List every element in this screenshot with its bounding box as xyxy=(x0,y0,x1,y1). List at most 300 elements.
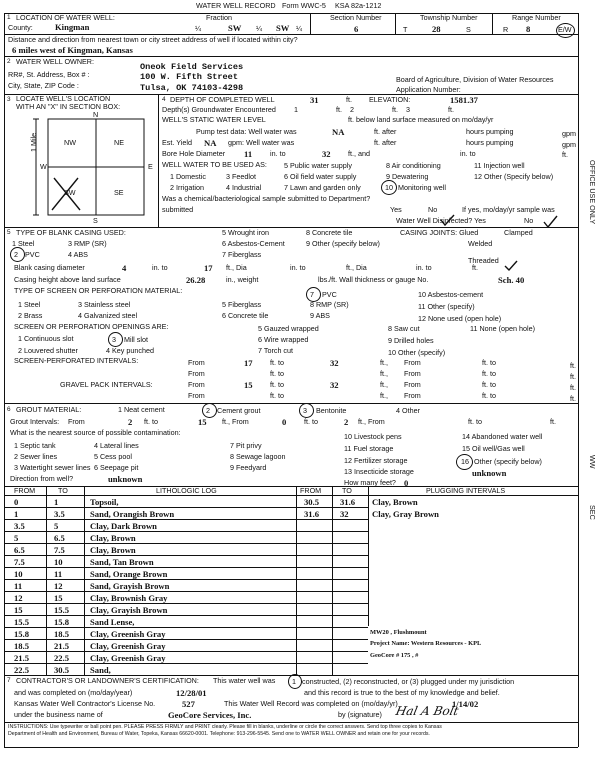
screen-abs[interactable]: 9 ABS xyxy=(310,311,330,320)
screen-asbestos[interactable]: 10 Asbestos-cement xyxy=(418,290,484,299)
log-from-cell: 5 xyxy=(14,533,19,543)
src-seepage[interactable]: 6 Seepage pit xyxy=(94,463,139,472)
bore-in-to-2: in. to xyxy=(460,149,476,158)
how-many-feet-label: How many feet? xyxy=(344,478,396,487)
log-to-header-2: TO xyxy=(342,486,352,495)
project-note: Project Name: Western Resources - KPL xyxy=(370,640,482,647)
gi-ft-end: ft. xyxy=(550,417,556,426)
grout-neat-cement[interactable]: 1 Neat cement xyxy=(118,405,165,414)
log-from-cell-2: 30.5 xyxy=(304,497,320,507)
src-abandoned[interactable]: 14 Abandoned water well xyxy=(462,432,543,441)
gp-ft-end: ft. xyxy=(570,383,576,392)
board-label: Board of Agriculture, Division of Water Resources xyxy=(396,75,554,84)
blank-diameter-label: Blank casing diameter xyxy=(14,263,85,272)
township-label: Township Number xyxy=(420,13,478,22)
spi-to-2: ft. to xyxy=(482,358,496,367)
cert-opt1-num: 1 xyxy=(292,677,296,686)
gp-to-2b: ft. to xyxy=(482,391,496,400)
certification-label: CONTRACTOR'S OR LANDOWNER'S CERTIFICATION: xyxy=(16,676,199,685)
range-direction: E/W xyxy=(558,25,572,34)
gp-ftc-b: ft., xyxy=(380,391,388,400)
src-fertilizer[interactable]: 12 Fertilizer storage xyxy=(344,456,408,465)
section-number-value[interactable]: 6 xyxy=(354,24,359,34)
casing-rmp[interactable]: 3 RMP (SR) xyxy=(68,239,107,248)
yield-gpm-2: gpm xyxy=(562,140,576,149)
cert-text-1: This water well was xyxy=(213,676,276,685)
bore-ft-end: ft. xyxy=(562,150,568,159)
open-key-punched[interactable]: 4 Key punched xyxy=(106,346,154,355)
west-label: W xyxy=(40,162,47,171)
log-from-cell: 15 xyxy=(14,605,23,615)
sec5-number: 5 xyxy=(7,229,11,236)
spi-from-label-b: From xyxy=(188,369,205,378)
cert-opt1-text: constructed, (2) reconstructed, or (3) plugged under my jurisdiction xyxy=(302,677,515,686)
grout-cement-grout[interactable]: Cement grout xyxy=(217,406,261,415)
blank-in-to-2: in. to xyxy=(290,263,306,272)
log-to-cell: 15.5 xyxy=(54,605,70,615)
log-to-cell: 22.5 xyxy=(54,653,70,663)
casing-fiberglass[interactable]: 7 Fiberglass xyxy=(222,250,262,259)
gp-from-label: From xyxy=(188,380,205,389)
log-from-cell: 10 xyxy=(14,569,23,579)
how-many-feet-value[interactable]: 0 xyxy=(404,478,409,488)
open-wire[interactable]: 6 Wire wrapped xyxy=(258,335,309,344)
table-row-divider xyxy=(4,651,368,652)
log-to-cell: 7.5 xyxy=(54,545,65,555)
blank-ft-dia: ft., Dia xyxy=(226,263,247,272)
open-mill-slot[interactable]: Mill slot xyxy=(124,335,148,344)
use-industrial[interactable]: 4 Industrial xyxy=(226,183,262,192)
yield-gpm: gpm: Well water was xyxy=(228,138,295,147)
grout-cement-num: 2 xyxy=(206,406,210,415)
gi-from-2-value[interactable]: 0 xyxy=(282,417,287,427)
instructions-line-2: Department of Health and Environment, Bureau of Water, Topeka, Kansas 66620-0001. Telephone: 913-296-5545. Send one to WATER WELL OWNER and retain one for your records. xyxy=(8,731,430,737)
log-to-cell: 6.5 xyxy=(54,533,65,543)
casing-concrete-tile[interactable]: 8 Concrete tile xyxy=(306,228,353,237)
quarter-2-value[interactable]: SW xyxy=(276,23,290,33)
log-to-cell: 5 xyxy=(54,521,59,531)
log-description-cell: Clay, Greenish Gray xyxy=(90,653,166,663)
bore-label: Bore Hole Diameter xyxy=(162,149,226,158)
license-value[interactable]: 527 xyxy=(182,699,195,709)
grout-bentonite-num: 3 xyxy=(303,406,307,415)
spi-ftc: ft., xyxy=(380,358,388,367)
log-from-cell: 11 xyxy=(14,581,23,591)
use-other[interactable]: 12 Other (Specify below) xyxy=(474,172,554,181)
lithologic-log-header: LITHOLOGIC LOG xyxy=(156,486,217,495)
use-oil-field[interactable]: 6 Oil field water supply xyxy=(284,172,357,181)
open-mill-circle xyxy=(108,332,123,347)
ww-side-label: WW xyxy=(588,455,597,469)
table-row-divider xyxy=(4,531,368,532)
pump-hours: hours pumping xyxy=(466,127,514,136)
src-other[interactable]: Other (specify below) xyxy=(474,457,542,466)
log-to-cell-2: 32 xyxy=(340,509,349,519)
spi-ft-end-b: ft. xyxy=(570,372,576,381)
sec7-number: 7 xyxy=(7,677,11,684)
src-feedyard[interactable]: 9 Feedyard xyxy=(230,463,267,472)
src-lagoon[interactable]: 8 Sewage lagoon xyxy=(230,452,286,461)
log-description-cell: Clay, Brownish Gray xyxy=(90,593,168,603)
log-description-cell: Sand, xyxy=(90,665,111,675)
table-row-divider xyxy=(4,627,368,628)
completed-label: and was completed on (mo/day/year) xyxy=(14,688,133,697)
groundwater-1: 1 xyxy=(294,105,298,114)
city-label: City, State, ZIP Code : xyxy=(8,81,79,90)
casing-abs[interactable]: 4 ABS xyxy=(68,250,88,259)
monitoring-circle xyxy=(381,180,397,195)
log-description-cell: Topsoil, xyxy=(90,497,119,507)
blank-in-to: in. to xyxy=(152,263,168,272)
cert-opt1-circle xyxy=(288,674,302,689)
joints-clamped[interactable]: Clamped xyxy=(504,228,533,237)
log-from-cell: 7.5 xyxy=(14,557,25,567)
east-label: E xyxy=(148,162,153,171)
table-row-divider xyxy=(4,555,368,556)
screen-pvc-num: 7 xyxy=(310,290,314,299)
use-lawn[interactable]: 7 Lawn and garden only xyxy=(284,183,361,192)
grout-cement-circle xyxy=(202,403,217,418)
disinfected-no[interactable]: No xyxy=(524,216,534,225)
log-to-cell-2: 31.6 xyxy=(340,497,356,507)
use-dewatering[interactable]: 9 Dewatering xyxy=(386,172,429,181)
use-air[interactable]: 8 Air conditioning xyxy=(386,161,441,170)
south-label: S xyxy=(93,216,98,225)
log-to-cell: 21.5 xyxy=(54,641,70,651)
log-to-cell: 12 xyxy=(54,581,63,591)
src-other-value[interactable]: unknown xyxy=(472,468,507,478)
casing-joints-label: CASING JOINTS: Glued xyxy=(400,228,479,237)
table-row-divider xyxy=(4,519,368,520)
gi-to-value[interactable]: 15 xyxy=(198,417,207,427)
owner-value[interactable]: Oneok Field Services xyxy=(140,62,244,72)
one-mile-label: 1 Mile xyxy=(29,132,38,152)
spi-ftc-b: ft., xyxy=(380,369,388,378)
true-text: and this record is true to the best of my knowledge and belief. xyxy=(304,688,500,697)
gauge-value[interactable]: Sch. 40 xyxy=(498,275,525,285)
gi-to-3-label: ft. to xyxy=(468,417,482,426)
sec4-number: 4 xyxy=(162,96,166,103)
use-public[interactable]: 5 Public water supply xyxy=(284,161,352,170)
log-to-cell: 30.5 xyxy=(54,665,70,675)
log-description-cell: Sand Lense, xyxy=(90,617,135,627)
screen-fiberglass[interactable]: 5 Fiberglass xyxy=(222,300,262,309)
src-pit-privy[interactable]: 7 Pit privy xyxy=(230,441,262,450)
open-continuous[interactable]: 1 Continuous slot xyxy=(18,334,74,343)
sec2-title: WATER WELL OWNER: xyxy=(16,57,94,66)
bore-value[interactable]: 11 xyxy=(244,149,253,159)
log-description-cell: Clay, Grayish Brown xyxy=(90,605,168,615)
sec3-number: 3 xyxy=(7,96,11,103)
casing-wrought-iron[interactable]: 5 Wrought iron xyxy=(222,228,270,237)
gi-ft-from-2: ft., From xyxy=(358,417,385,426)
log-description-cell: Clay, Dark Brown xyxy=(90,521,157,531)
form-title: WATER WELL RECORD xyxy=(196,1,276,10)
log-description-cell: Clay, Brown xyxy=(90,545,136,555)
depth-label: DEPTH OF COMPLETED WELL xyxy=(170,95,275,104)
pump-test-value[interactable]: NA xyxy=(332,127,345,137)
direction-label: Direction from well? xyxy=(10,474,74,483)
township-prefix: T xyxy=(403,25,408,34)
address-label: RR#, St. Address, Box # : xyxy=(8,70,90,79)
screen-steel[interactable]: 1 Steel xyxy=(18,300,41,309)
open-torch[interactable]: 7 Torch cut xyxy=(258,346,294,355)
pump-after: ft. after xyxy=(374,127,397,136)
grout-bentonite-circle xyxy=(299,403,314,418)
county-label: County: xyxy=(8,23,33,32)
gi-ft-from: ft., From xyxy=(222,417,249,426)
grout-intervals-label: Grout Intervals: xyxy=(10,417,60,426)
grout-other[interactable]: 4 Other xyxy=(396,406,420,415)
application-number-label: Application Number: xyxy=(396,85,461,94)
spi-from-value[interactable]: 17 xyxy=(244,358,253,368)
office-use-only-label: OFFICE USE ONLY xyxy=(588,160,597,225)
sec3-title-1: LOCATE WELL'S LOCATION xyxy=(16,94,111,103)
log-from-cell: 3.5 xyxy=(14,521,25,531)
log-to-cell: 15 xyxy=(54,593,63,603)
form-number: Form WWC-5 xyxy=(282,1,326,10)
chem-yes[interactable]: Yes xyxy=(390,205,402,214)
gp-to-2: ft. to xyxy=(482,380,496,389)
fraction-label: Fraction xyxy=(206,13,232,22)
open-mill-num: 3 xyxy=(112,335,116,344)
screen-other[interactable]: 11 Other (specify) xyxy=(418,302,475,311)
bore-ft-and: ft., and xyxy=(348,149,370,158)
gp-to-label: ft. to xyxy=(270,380,284,389)
blank-ft-dia-2: ft., Dia xyxy=(346,263,367,272)
log-to-cell: 15.8 xyxy=(54,617,70,627)
log-to-cell: 10 xyxy=(54,557,63,567)
screen-type-label: TYPE OF SCREEN OR PERFORATION MATERIAL: xyxy=(14,286,183,295)
gp-from-value[interactable]: 15 xyxy=(244,380,253,390)
disinfected-label: Water Well Disinfected? Yes xyxy=(396,216,486,225)
log-from-header-2: FROM xyxy=(300,486,322,495)
use-feedlot[interactable]: 3 Feedlot xyxy=(226,172,256,181)
elevation-value[interactable]: 1581.37 xyxy=(450,95,478,105)
business-label: under the business name of xyxy=(14,710,103,719)
distance-value[interactable]: 6 miles west of Kingman, Kansas xyxy=(12,45,133,55)
spi-from-2: From xyxy=(404,358,421,367)
src-sewer[interactable]: 2 Sewer lines xyxy=(14,452,58,461)
table-row-divider xyxy=(4,543,368,544)
address-value[interactable]: 100 W. Fifth Street xyxy=(140,72,238,82)
blank-to-value[interactable]: 17 xyxy=(204,263,213,273)
sec1-number: 1 xyxy=(7,14,11,21)
blank-ft: ft. xyxy=(472,263,478,272)
gp-to-value[interactable]: 32 xyxy=(330,380,339,390)
spi-to-label-b: ft. to xyxy=(270,369,284,378)
screen-brass[interactable]: 2 Brass xyxy=(18,311,43,320)
screen-none[interactable]: 12 None used (open hole) xyxy=(418,314,502,323)
use-label: WELL WATER TO BE USED AS: xyxy=(162,160,267,169)
use-irrigation[interactable]: 2 Irrigation xyxy=(170,183,204,192)
spi-ft-end: ft. xyxy=(570,361,576,370)
nw-quadrant-label: NW xyxy=(64,138,76,147)
src-livestock[interactable]: 10 Livestock pens xyxy=(344,432,402,441)
log-from-cell: 21.5 xyxy=(14,653,30,663)
sec6-number: 6 xyxy=(7,406,11,413)
log-description-cell: Clay, Brown xyxy=(90,533,136,543)
casing-steel[interactable]: 1 Steel xyxy=(12,239,35,248)
log-description-cell: Sand, Orange Brown xyxy=(90,569,168,579)
gw-ft-3: ft. xyxy=(448,105,454,114)
log-from-cell: 12 xyxy=(14,593,23,603)
grout-material-label: GROUT MATERIAL: xyxy=(16,405,82,414)
table-row-divider xyxy=(4,639,368,640)
quarter-1-value[interactable]: SW xyxy=(228,23,242,33)
license-label: Kansas Water Well Contractor's License No. xyxy=(14,699,156,708)
log-to-cell: 3.5 xyxy=(54,509,65,519)
signature-label: by (signature) xyxy=(338,710,382,719)
depth-value[interactable]: 31 xyxy=(310,95,319,105)
county-value[interactable]: Kingman xyxy=(55,22,90,32)
src-oil-gas[interactable]: 15 Oil well/Gas well xyxy=(462,444,525,453)
log-to-cell: 1 xyxy=(54,497,59,507)
blank-diameter-value[interactable]: 4 xyxy=(122,263,127,273)
casing-pvc[interactable]: PVC xyxy=(25,250,40,259)
open-louvered[interactable]: 2 Louvered shutter xyxy=(18,346,78,355)
bore-to-value[interactable]: 32 xyxy=(322,149,331,159)
open-saw-cut[interactable]: 8 Saw cut xyxy=(388,324,420,333)
mw-note: MW20 , Flushmount xyxy=(370,629,427,636)
completed-value[interactable]: 12/28/01 xyxy=(176,688,207,698)
log-description-cell: Sand, Grayish Brown xyxy=(90,581,170,591)
grout-bentonite[interactable]: Bentonite xyxy=(316,406,347,415)
gi-from-value[interactable]: 2 xyxy=(128,417,133,427)
src-watertight[interactable]: 3 Watertight sewer lines xyxy=(14,463,91,472)
groundwater-label: Depth(s) Groundwater Encountered xyxy=(162,105,276,114)
gi-to-2-label: ft. to xyxy=(304,417,318,426)
log-from-cell: 0 xyxy=(14,497,19,507)
sec2-number: 2 xyxy=(7,58,11,65)
casing-height-value[interactable]: 26.28 xyxy=(186,275,206,285)
table-row-divider xyxy=(4,603,368,604)
spi-from-label: From xyxy=(188,358,205,367)
src-fuel[interactable]: 11 Fuel storage xyxy=(344,444,394,453)
open-gauzed[interactable]: 5 Gauzed wrapped xyxy=(258,324,319,333)
log-from-cell: 15.5 xyxy=(14,617,30,627)
township-direction: S xyxy=(466,25,471,34)
src-lateral[interactable]: 4 Lateral lines xyxy=(94,441,139,450)
open-drilled[interactable]: 9 Drilled holes xyxy=(388,336,434,345)
src-other-circle xyxy=(456,454,473,470)
chem-sample-label: Was a chemical/bacteriological sample submitted to Department? xyxy=(162,194,371,203)
elevation-label: ELEVATION: xyxy=(369,95,411,104)
quarter-3: ¼ xyxy=(296,24,302,33)
src-other-num: 16 xyxy=(461,457,469,466)
log-description-cell: Sand, Orangish Brown xyxy=(90,509,175,519)
src-cess[interactable]: 5 Cess pool xyxy=(94,452,132,461)
pump-test-label: Pump test data: Well water was xyxy=(196,127,297,136)
screen-pvc[interactable]: PVC xyxy=(322,290,337,299)
spi-to-label: ft. to xyxy=(270,358,284,367)
gi-to-2-value[interactable]: 2 xyxy=(344,417,349,427)
pump-gpm: gpm xyxy=(562,129,576,138)
log-from-cell-2: 31.6 xyxy=(304,509,320,519)
north-label: N xyxy=(93,110,99,119)
casing-other[interactable]: 9 Other (specify below) xyxy=(306,239,380,248)
groundwater-2: 2 xyxy=(350,105,354,114)
spi-label: SCREEN-PERFORATED INTERVALS: xyxy=(14,356,139,365)
use-monitoring-num: 10 xyxy=(385,183,393,192)
spi-to-2b: ft. to xyxy=(482,369,496,378)
yield-after: ft. after xyxy=(374,138,397,147)
src-septic[interactable]: 1 Septic tank xyxy=(14,441,56,450)
quarter-2: ¼ xyxy=(256,24,262,33)
log-to-cell: 11 xyxy=(54,569,63,579)
depth-ft: ft. xyxy=(346,95,352,104)
gravel-pack-label: GRAVEL PACK INTERVALS: xyxy=(60,380,153,389)
gp-from-2: From xyxy=(404,380,421,389)
range-label: Range Number xyxy=(512,13,561,22)
signature: Hal A Bolt xyxy=(394,704,460,718)
city-value[interactable]: Tulsa, OK 74103-4298 xyxy=(140,83,244,93)
direction-value[interactable]: unknown xyxy=(108,474,143,484)
distance-label: Distance and direction from nearest town or city street address of well if located within city? xyxy=(8,35,298,44)
se-quadrant-label: SE xyxy=(114,188,124,197)
screen-galvanized[interactable]: 4 Galvanized steel xyxy=(78,311,138,320)
casing-asbestos[interactable]: 6 Asbestos-Cement xyxy=(222,239,285,248)
range-value[interactable]: 8 xyxy=(526,24,531,34)
sw-quadrant-label: SW xyxy=(64,188,76,197)
township-value[interactable]: 28 xyxy=(432,24,441,34)
ne-quadrant-label: NE xyxy=(114,138,124,147)
plugging-intervals-header: PLUGGING INTERVALS xyxy=(426,486,506,495)
gw-ft-2: ft. xyxy=(392,105,398,114)
geocore-note: GeoCore # 175 , # xyxy=(370,652,419,659)
gp-to-label-b: ft. to xyxy=(270,391,284,400)
use-monitoring[interactable]: Monitoring well xyxy=(398,183,446,192)
yield-label: Est. Yield xyxy=(162,138,192,147)
casing-height-label: Casing height above land surface xyxy=(14,275,121,284)
joints-welded[interactable]: Welded xyxy=(468,239,493,248)
table-row-divider xyxy=(4,567,368,568)
table-row-divider xyxy=(4,579,368,580)
log-description-cell: Sand, Tan Brown xyxy=(90,557,154,567)
use-injection[interactable]: 11 Injection well xyxy=(474,161,525,170)
chem-no[interactable]: No xyxy=(428,205,438,214)
groundwater-3: 3 xyxy=(406,105,410,114)
joints-threaded[interactable]: Threaded xyxy=(468,256,499,265)
gp-ftc: ft., xyxy=(380,380,388,389)
bore-in-to: in. to xyxy=(270,149,286,158)
log-from-cell: 6.5 xyxy=(14,545,25,555)
yield-value[interactable]: NA xyxy=(204,138,217,148)
table-row-divider xyxy=(4,507,368,508)
open-none[interactable]: 11 None (open hole) xyxy=(470,324,535,333)
src-insecticide[interactable]: 13 Insecticide storage xyxy=(344,467,414,476)
use-domestic[interactable]: 1 Domestic xyxy=(170,172,206,181)
casing-lbsft: lbs./ft. Wall thickness or gauge No. xyxy=(318,275,429,284)
screen-rmp[interactable]: 8 RMP (SR) xyxy=(310,300,349,309)
screen-stainless[interactable]: 3 Stainless steel xyxy=(78,300,131,309)
spi-from-2b: From xyxy=(404,369,421,378)
business-value[interactable]: GeoCore Services, Inc. xyxy=(168,710,252,720)
log-from-header: FROM xyxy=(14,486,36,495)
screen-concrete[interactable]: 6 Concrete tile xyxy=(222,311,269,320)
record-completed-value[interactable]: 1/14/02 xyxy=(452,699,479,709)
casing-pvc-circle xyxy=(10,247,25,262)
table-row-divider xyxy=(4,615,368,616)
range-prefix: R xyxy=(503,25,509,34)
plugging-description-cell: Clay, Brown xyxy=(372,497,418,507)
static-level-label: WELL'S STATIC WATER LEVEL xyxy=(162,115,266,124)
open-other[interactable]: 10 Other (specify) xyxy=(388,348,446,357)
spi-to-value[interactable]: 32 xyxy=(330,358,339,368)
log-from-cell: 22.5 xyxy=(14,665,30,675)
quarter-1: ¼ xyxy=(195,24,201,33)
casing-in-weight: in., weight xyxy=(226,275,259,284)
